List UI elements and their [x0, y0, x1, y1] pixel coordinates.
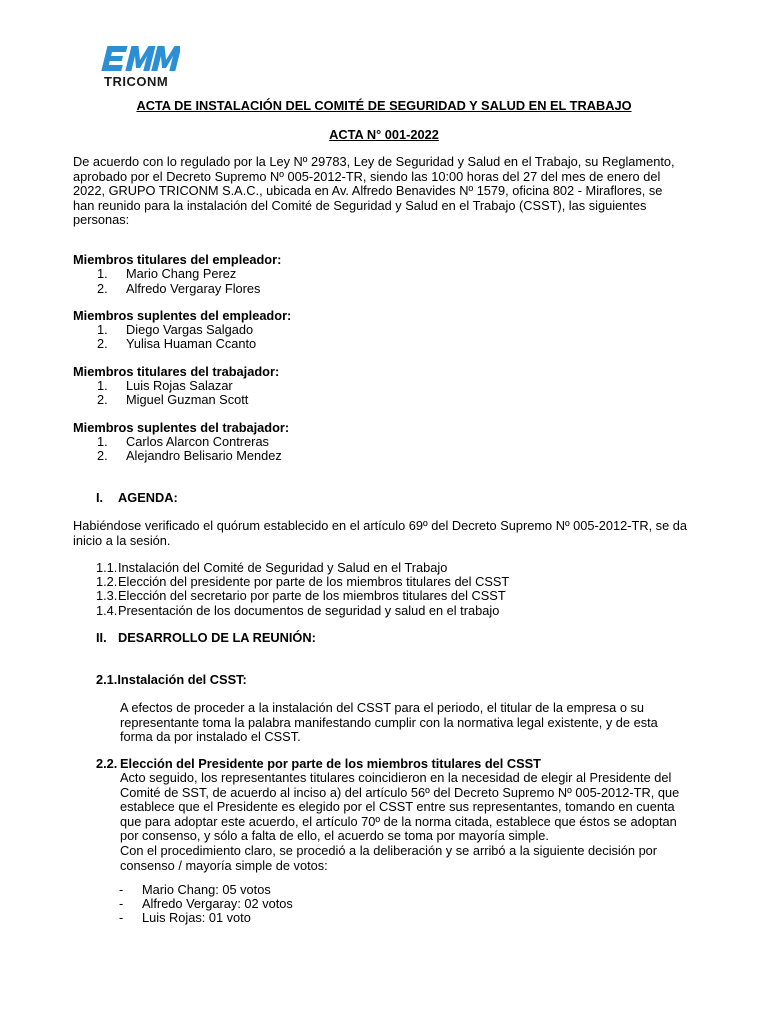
vote-dash: -: [119, 896, 124, 911]
member-number: 1.: [97, 322, 108, 337]
acta-number: ACTA N° 001-2022: [329, 127, 439, 142]
text-line: representante toma la palabra manifestando cumplir con la normativa legal existente, y de esta: [120, 714, 658, 730]
section-1-heading: [96, 491, 178, 506]
group-heading: Miembros titulares del trabajador:: [73, 364, 280, 379]
logo-wordmark: TRICONM: [104, 74, 169, 89]
intro-line: De acuerdo con lo regulado por la Ley Nº 29783, Ley de Seguridad y Salud en el Trabajo, su Reglamento,: [73, 154, 675, 169]
agenda-number: 1.2.: [96, 574, 118, 589]
member-name: Luis Rojas Salazar: [126, 378, 233, 393]
subsection-2-2-text: [120, 771, 720, 873]
member-item: [97, 449, 282, 464]
vote-text: Alfredo Vergaray: 02 votos: [142, 896, 293, 911]
agenda-text: Presentación de los documentos de seguridad y salud en el trabajo: [118, 603, 500, 618]
member-item: [97, 282, 260, 297]
agenda-text: Instalación del Comité de Seguridad y Salud en el Trabajo: [118, 560, 448, 575]
member-item: [97, 337, 256, 352]
agenda-item: [96, 589, 506, 604]
document-title: ACTA DE INSTALACIÓN DEL COMITÉ DE SEGURIDAD Y SALUD EN EL TRABAJO: [136, 98, 632, 113]
agenda-number: 1.4.: [96, 603, 118, 618]
vote-dash: -: [119, 882, 124, 897]
intro-paragraph: [73, 155, 698, 228]
group-heading: Miembros suplentes del empleador:: [73, 308, 292, 323]
text-line: A efectos de proceder a la instalación del CSST para el periodo, el titular de la empresa o su: [120, 700, 645, 715]
agenda-line: Habiéndose verificado el quórum establecido en el artículo 69º del Decreto Supremo Nº 005-2012-TR, se da: [73, 518, 687, 533]
agenda-line: inicio a la sesión.: [73, 532, 171, 548]
vote-text: Luis Rojas: 01 voto: [142, 910, 251, 925]
agenda-paragraph: [73, 519, 698, 548]
intro-line: aprobado por el Decreto Supremo Nº 005-2012-TR, siendo las 10:00 horas del 27 del mes de enero del: [73, 168, 661, 184]
group-heading: Miembros suplentes del trabajador:: [73, 420, 290, 435]
section-number: II.: [96, 630, 107, 645]
member-name: Yulisa Huaman Ccanto: [126, 336, 257, 351]
text-line: que para adoptar este acuerdo, el artículo 70º de la norma citada, establece que éstos se adoptan: [120, 813, 677, 829]
text-line: Comité de SST, de acuerdo al inciso a) del artículo 56º del Decreto Supremo Nº 005-2012-TR, que: [120, 784, 680, 800]
agenda-item: [96, 604, 499, 619]
member-number: 1.: [97, 266, 108, 281]
section-title: DESARROLLO DE LA REUNIÓN:: [118, 630, 316, 645]
member-number: 2.: [97, 392, 108, 407]
group-heading: Miembros titulares del empleador:: [73, 252, 282, 267]
member-number: 2.: [97, 281, 108, 296]
agenda-text: Elección del secretario por parte de los miembros titulares del CSST: [118, 588, 506, 603]
member-name: Carlos Alarcon Contreras: [126, 434, 269, 449]
subsection-2-1-text: [120, 701, 710, 745]
text-line: por consenso, y sólo a falta de ello, el acuerdo se toma por mayoría simple.: [120, 828, 549, 844]
member-number: 2.: [97, 336, 108, 351]
member-number: 2.: [97, 448, 108, 463]
agenda-number: 1.1.: [96, 560, 118, 575]
vote-dash: -: [119, 910, 124, 925]
text-line: consenso / mayoría simple de votos:: [120, 857, 328, 873]
member-number: 1.: [97, 434, 108, 449]
member-item: [97, 267, 236, 282]
vote-text: Mario Chang: 05 votos: [142, 882, 271, 897]
section-2-heading: [96, 631, 316, 646]
member-number: 1.: [97, 378, 108, 393]
subsection-title: Elección del Presidente por parte de los miembros titulares del CSST: [120, 756, 541, 771]
member-name: Miguel Guzman Scott: [126, 392, 249, 407]
member-name: Mario Chang Perez: [126, 266, 237, 281]
text-line: Con el procedimiento claro, se procedió a la deliberación y se arribó a la siguiente decisión por: [120, 842, 658, 858]
member-item: [97, 393, 248, 408]
member-name: Alejandro Belisario Mendez: [126, 448, 282, 463]
subsection-number: 2.2.: [96, 756, 118, 771]
text-line: forma da por instalado el CSST.: [120, 729, 301, 745]
text-line: Acto seguido, los representantes titulares coincidieron en la necesidad de elegir al Presidente del: [120, 770, 672, 785]
member-name: Alfredo Vergaray Flores: [126, 281, 261, 296]
text-line: establece que el Presidente es elegido por el CSST entre sus representantes, tomando en cuenta: [120, 799, 675, 815]
intro-line: han reunido para la instalación del Comité de Seguridad y Salud en el Trabajo (CSST), las siguientes: [73, 197, 647, 213]
intro-line: 2022, GRUPO TRICONM S.A.C., ubicada en Av. Alfredo Benavides Nº 1579, oficina 802 - Miraflores, se: [73, 183, 663, 199]
agenda-number: 1.3.: [96, 588, 118, 603]
member-name: Diego Vargas Salgado: [126, 322, 254, 337]
section-title: AGENDA:: [118, 490, 178, 505]
subsection-2-1-heading: 2.1.Instalación del CSST:: [96, 672, 247, 687]
vote-item: [119, 911, 251, 926]
section-number: I.: [96, 490, 104, 505]
agenda-text: Elección del presidente por parte de los miembros titulares del CSST: [118, 574, 510, 589]
intro-line: personas:: [73, 212, 130, 228]
